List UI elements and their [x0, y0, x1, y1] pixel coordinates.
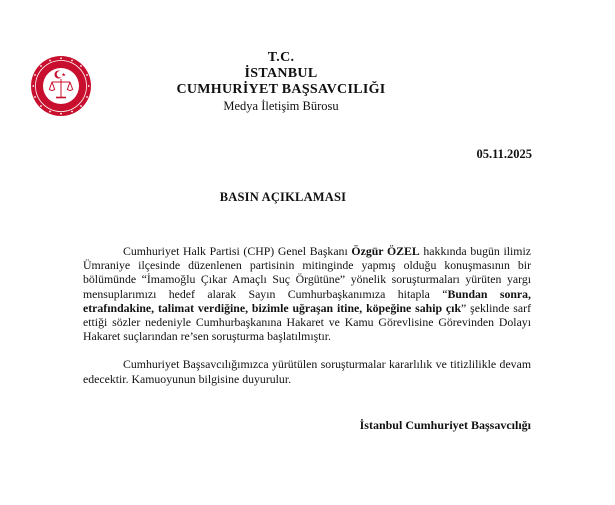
document-body	[83, 244, 531, 400]
paragraph1-part3: ” şeklinde sarf ettiği sözler nedeniyle Cumhurbaşkanına Hakaret ve Kamu Görevlisine Görevinden Dolayı Hakaret suçlarından re’sen soruşturma başlatılmıştır.	[83, 300, 531, 344]
header-city: İSTANBUL	[244, 66, 318, 81]
paragraph1-part1: Cumhuriyet Halk Partisi (CHP) Genel Başkanı	[123, 244, 352, 258]
signature: İstanbul Cumhuriyet Başsavcılığı	[359, 418, 531, 432]
letterhead	[150, 50, 412, 114]
body-paragraph-1	[83, 244, 531, 343]
header-department: Medya İletişim Bürosu	[223, 99, 339, 113]
body-paragraph-2: Cumhuriyet Başsavcılığımızca yürütülen soruşturmalar kararlılık ve titizlilikle devam edecektir. Kamuoyunun bilgisine duyurulur.	[83, 357, 531, 386]
paragraph1-name: Özgür ÖZEL	[351, 244, 420, 258]
header-country: T.C.	[267, 50, 295, 65]
document-date: 05.11.2025	[476, 147, 532, 161]
document-title: BASIN AÇIKLAMASI	[219, 190, 347, 204]
justice-scales-emblem-icon	[30, 55, 92, 117]
paragraph1-part2: hakkında bugün ilimiz Ümraniye ilçesinde düzenlenen partisinin mitinginde yapmış olduğu konuşmasının bir bölümünde “İmamoğlu Çıkar Amaçlı Suç Örgütüne” yönelik soruşturmaları yürüten yargı mensuplarımızı hedef alarak Sayın Cumhurbaşkanımıza hitapla “	[83, 244, 531, 301]
header-office: CUMHURİYET BAŞSAVCILIĞI	[176, 82, 386, 97]
paragraph1-quote: Bundan sonra, etrafındakine, talimat verdiğine, bizimle uğraşan itine, köpeğine sahip çık	[83, 286, 532, 315]
